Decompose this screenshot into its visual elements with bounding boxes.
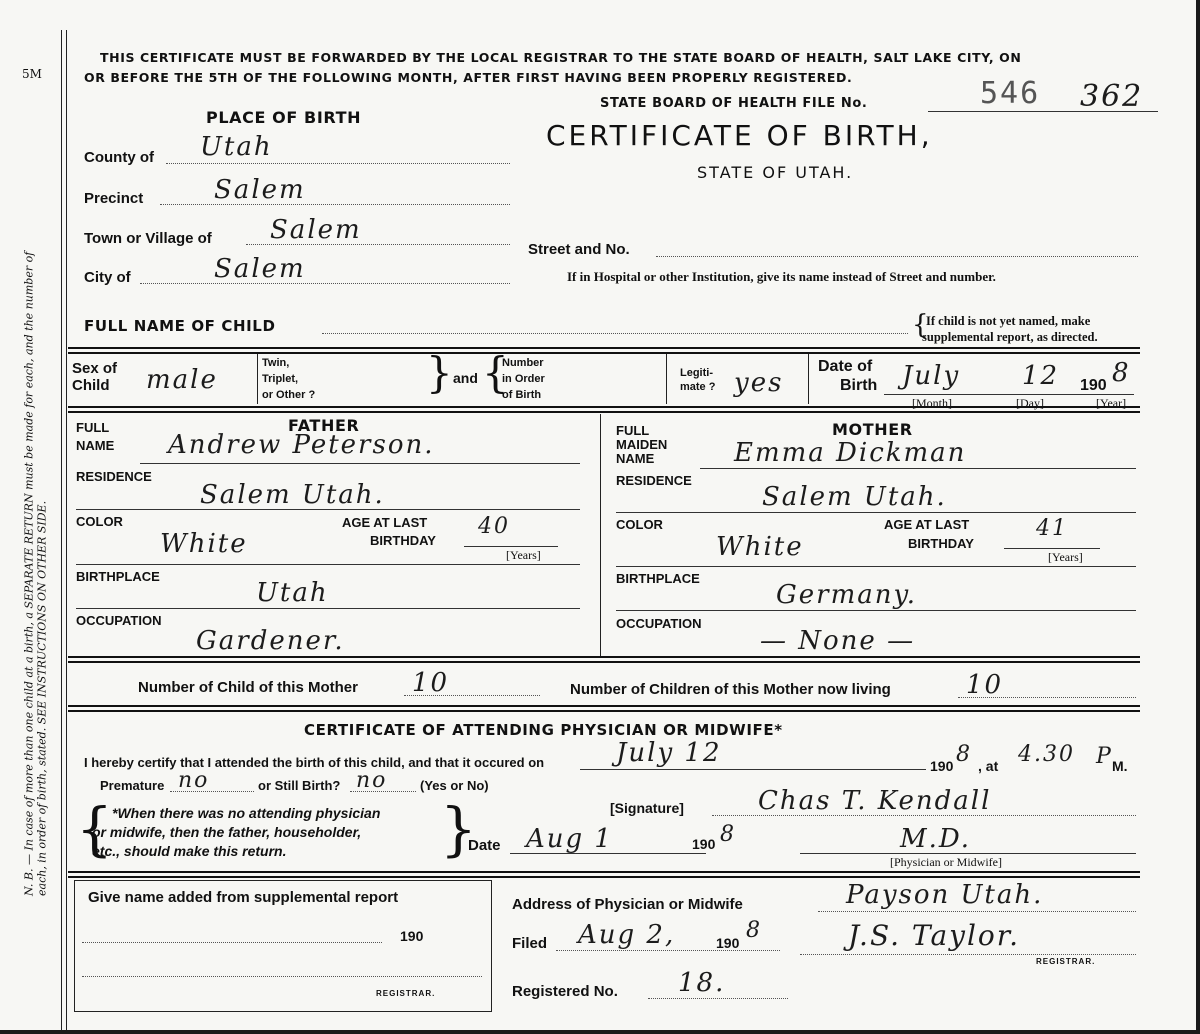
signature-line (712, 815, 1136, 816)
town-label: Town or Village of (84, 230, 212, 247)
mother-name-label-2: MAIDEN (616, 437, 668, 452)
mother-age-value: 41 (1036, 516, 1068, 541)
note-line-3: etc., should make this return. (92, 843, 287, 859)
mother-occupation-value: — None — (760, 626, 916, 656)
father-occupation-value: Gardener. (196, 626, 345, 656)
birth-year-handwritten: 8 (1112, 358, 1131, 388)
mother-color-value: White (716, 532, 804, 562)
county-label: County of (84, 149, 154, 166)
still-birth-line (350, 791, 416, 792)
legitimate-value: yes (734, 368, 784, 398)
order-label-3: of Birth (502, 389, 542, 401)
precinct-value: Salem (214, 175, 306, 205)
supplemental-year-printed: 190 (400, 928, 424, 944)
town-value: Salem (270, 215, 362, 245)
mother-color-line (616, 566, 1136, 567)
sex-value: male (146, 365, 218, 395)
file-number-label: STATE BOARD OF HEALTH FILE No. (600, 96, 868, 111)
supplemental-line-2 (82, 976, 482, 977)
margin-rule (61, 30, 62, 1030)
instruction-line-2: OR BEFORE THE 5TH OF THE FOLLOWING MONTH, AFTER FIRST HAVING BEEN PROPERLY REGISTERED. (84, 70, 853, 85)
physician-title: M.D. (900, 824, 972, 854)
registered-number-value: 18. (678, 968, 726, 998)
filed-year-printed: 190 (716, 935, 740, 951)
filed-line (556, 950, 780, 951)
hospital-note: If in Hospital or other Institution, give its name instead of Street and number. (567, 269, 996, 284)
physician-top-rule (68, 705, 1140, 712)
attended-year-handwritten: 8 (956, 742, 972, 767)
child-name-label: FULL NAME OF CHILD (84, 317, 276, 335)
unnamed-note-2: supplemental report, as directed. (922, 330, 1098, 344)
child-number-label: Number of Child of this Mother (138, 679, 358, 696)
mother-birthplace-line (616, 610, 1136, 611)
certify-date-line (510, 853, 706, 854)
supplemental-heading: Give name added from supplemental report (88, 889, 399, 906)
filed-year-handwritten: 8 (746, 918, 762, 943)
mother-birthplace-value: Germany. (776, 580, 917, 610)
mother-age-label-2: BIRTHDAY (908, 536, 974, 551)
supplemental-line-1 (82, 942, 382, 943)
note-brace-left: { (76, 795, 113, 863)
child-name-line (322, 333, 908, 334)
and-label: and (453, 370, 478, 386)
signature-label: [Signature] (610, 800, 684, 816)
registered-number-label: Registered No. (512, 983, 618, 1000)
day-caption: [Day] (1016, 396, 1044, 410)
mother-occupation-label: OCCUPATION (616, 616, 702, 631)
legitimate-label-1: Legiti- (680, 367, 713, 379)
child-row-top-rule (68, 347, 1140, 354)
still-birth-label: or Still Birth? (258, 778, 341, 793)
side-instruction-note: N. B. — In case of more than one child at a birth, a SEPARATE RETURN must be made for each, and the number of each, in order of birth, stated. SEE INSTRUCTIONS ON OTHER SIDE. (22, 251, 48, 896)
parents-top-rule (68, 406, 1140, 413)
precinct-label: Precinct (84, 190, 144, 207)
father-color-line (76, 564, 580, 565)
certify-year-printed: 190 (692, 836, 716, 852)
premature-label: Premature (100, 778, 165, 793)
certificate-subtitle: STATE OF UTAH. (697, 163, 854, 182)
registered-number-line (648, 998, 788, 999)
mother-age-label-1: AGE AT LAST (884, 517, 970, 532)
father-color-label: COLOR (76, 514, 123, 529)
m-label: M. (1112, 758, 1128, 774)
street-line (656, 256, 1138, 257)
instruction-line-1: THIS CERTIFICATE MUST BE FORWARDED BY THE LOCAL REGISTRAR TO THE STATE BOARD OF HEALTH, SALT LAKE CITY, ON (100, 50, 1022, 65)
unnamed-note-1: If child is not yet named, make (926, 314, 1091, 328)
father-age-line (464, 546, 558, 547)
order-label-1: Number (502, 357, 544, 369)
father-birthplace-line (76, 608, 580, 609)
mother-birthplace-label: BIRTHPLACE (616, 571, 700, 586)
attended-birth-date-line (580, 769, 926, 770)
mother-residence-value: Salem Utah. (762, 482, 947, 512)
children-living-line (958, 697, 1136, 698)
father-heading: FATHER (288, 416, 360, 435)
father-occupation-label: OCCUPATION (76, 613, 162, 628)
registrar-signature: J.S. Taylor. (848, 919, 1020, 952)
date-of-birth-label-2: Birth (840, 377, 878, 394)
mother-residence-line (616, 512, 1136, 513)
file-number-handwritten: 362 (1080, 79, 1144, 114)
registrar-caption: REGISTRAR. (1036, 957, 1096, 966)
certify-date-label: Date (468, 837, 501, 854)
attended-time: 4.30 (1018, 742, 1075, 767)
order-label-2: in Order (502, 373, 545, 385)
bottom-section-rule (68, 871, 1140, 878)
premature-line (170, 791, 254, 792)
file-number-stamp: 546 (980, 76, 1041, 111)
address-line (818, 911, 1136, 912)
father-age-label-1: AGE AT LAST (342, 515, 428, 530)
precinct-line (160, 204, 510, 205)
children-living-label: Number of Children of this Mother now living (570, 681, 891, 698)
father-birthplace-label: BIRTHPLACE (76, 569, 160, 584)
attended-birth-date: July 12 (616, 738, 722, 768)
twin-label-3: or Other ? (262, 389, 316, 401)
sex-label-2: Child (72, 377, 110, 394)
form-code: 5M (22, 67, 42, 81)
city-label: City of (84, 269, 131, 286)
certify-date-value: Aug 1 (526, 824, 613, 854)
twin-label-1: Twin, (262, 357, 290, 369)
father-name-line (140, 463, 580, 464)
premature-value: no (178, 768, 210, 793)
attended-pm: P (1096, 744, 1113, 769)
birth-month-value: July (902, 361, 961, 391)
town-line (246, 244, 510, 245)
mother-name-value: Emma Dickman (734, 438, 967, 468)
father-name-value: Andrew Peterson. (168, 430, 435, 460)
parents-bottom-rule (68, 656, 1140, 663)
address-label: Address of Physician or Midwife (512, 896, 743, 913)
legitimate-label-2: mate ? (680, 381, 716, 393)
legitimate-divider (808, 354, 809, 404)
twin-brace: } (426, 348, 453, 397)
mother-color-label: COLOR (616, 517, 663, 532)
child-number-value: 10 (412, 668, 450, 698)
county-value: Utah (200, 132, 273, 162)
note-line-1: *When there was no attending physician (112, 805, 381, 821)
sex-divider (257, 354, 258, 404)
physician-address: Payson Utah. (846, 880, 1044, 910)
father-residence-label: RESIDENCE (76, 469, 152, 484)
father-residence-line (76, 509, 580, 510)
child-number-line (404, 695, 540, 696)
parents-divider (600, 414, 601, 656)
physician-signature: Chas T. Kendall (758, 786, 992, 816)
month-caption: [Month] (912, 396, 952, 410)
mother-name-label-3: NAME (616, 451, 655, 466)
city-value: Salem (214, 254, 306, 284)
still-birth-value: no (356, 768, 388, 793)
father-age-value: 40 (478, 514, 510, 539)
mother-name-line (700, 468, 1136, 469)
street-label: Street and No. (528, 241, 630, 258)
mother-heading: MOTHER (832, 420, 913, 439)
physician-title-line (800, 853, 1136, 854)
margin-rule-inner (66, 30, 67, 1030)
mother-age-line (1004, 548, 1100, 549)
at-label: , at (978, 758, 999, 774)
father-age-label-2: BIRTHDAY (370, 533, 436, 548)
county-line (166, 163, 510, 164)
certify-year-handwritten: 8 (720, 822, 736, 847)
registrar-line (800, 954, 1136, 955)
physician-role-caption: [Physician or Midwife] (890, 855, 1002, 869)
date-of-birth-label-1: Date of (818, 358, 873, 375)
city-line (140, 283, 510, 284)
yes-no-label: (Yes or No) (420, 778, 489, 793)
filed-date-value: Aug 2, (578, 920, 676, 950)
mother-name-label-1: FULL (616, 423, 650, 438)
birth-day-value: 12 (1022, 361, 1060, 391)
order-divider (666, 354, 667, 404)
father-age-caption: [Years] (506, 548, 541, 562)
birth-year-printed: 190 (1080, 377, 1107, 394)
mother-residence-label: RESIDENCE (616, 473, 692, 488)
note-line-2: or midwife, then the father, householder, (92, 824, 362, 840)
father-name-label-1: FULL (76, 420, 110, 435)
father-residence-value: Salem Utah. (200, 480, 385, 510)
year-caption: [Year] (1096, 396, 1127, 410)
order-brace: { (482, 348, 509, 397)
father-color-value: White (160, 529, 248, 559)
physician-heading: CERTIFICATE OF ATTENDING PHYSICIAN OR MIDWIFE* (304, 721, 783, 739)
supplemental-registrar-caption: REGISTRAR. (376, 989, 436, 998)
place-of-birth-heading: PLACE OF BIRTH (206, 108, 362, 127)
filed-label: Filed (512, 935, 548, 952)
unnamed-brace: { (912, 310, 929, 340)
father-birthplace-value: Utah (256, 578, 329, 608)
note-brace-right: } (440, 795, 477, 863)
twin-label-2: Triplet, (262, 373, 299, 385)
attended-year-printed: 190 (930, 758, 954, 774)
mother-age-caption: [Years] (1048, 550, 1083, 564)
certify-statement: I hereby certify that I attended the birth of this child, and that it occured on (84, 755, 545, 770)
children-living-value: 10 (966, 670, 1004, 700)
father-name-label-2: NAME (76, 438, 115, 453)
certificate-title: CERTIFICATE OF BIRTH, (546, 119, 933, 152)
birth-date-line (884, 394, 1134, 395)
sex-label-1: Sex of (72, 360, 118, 377)
